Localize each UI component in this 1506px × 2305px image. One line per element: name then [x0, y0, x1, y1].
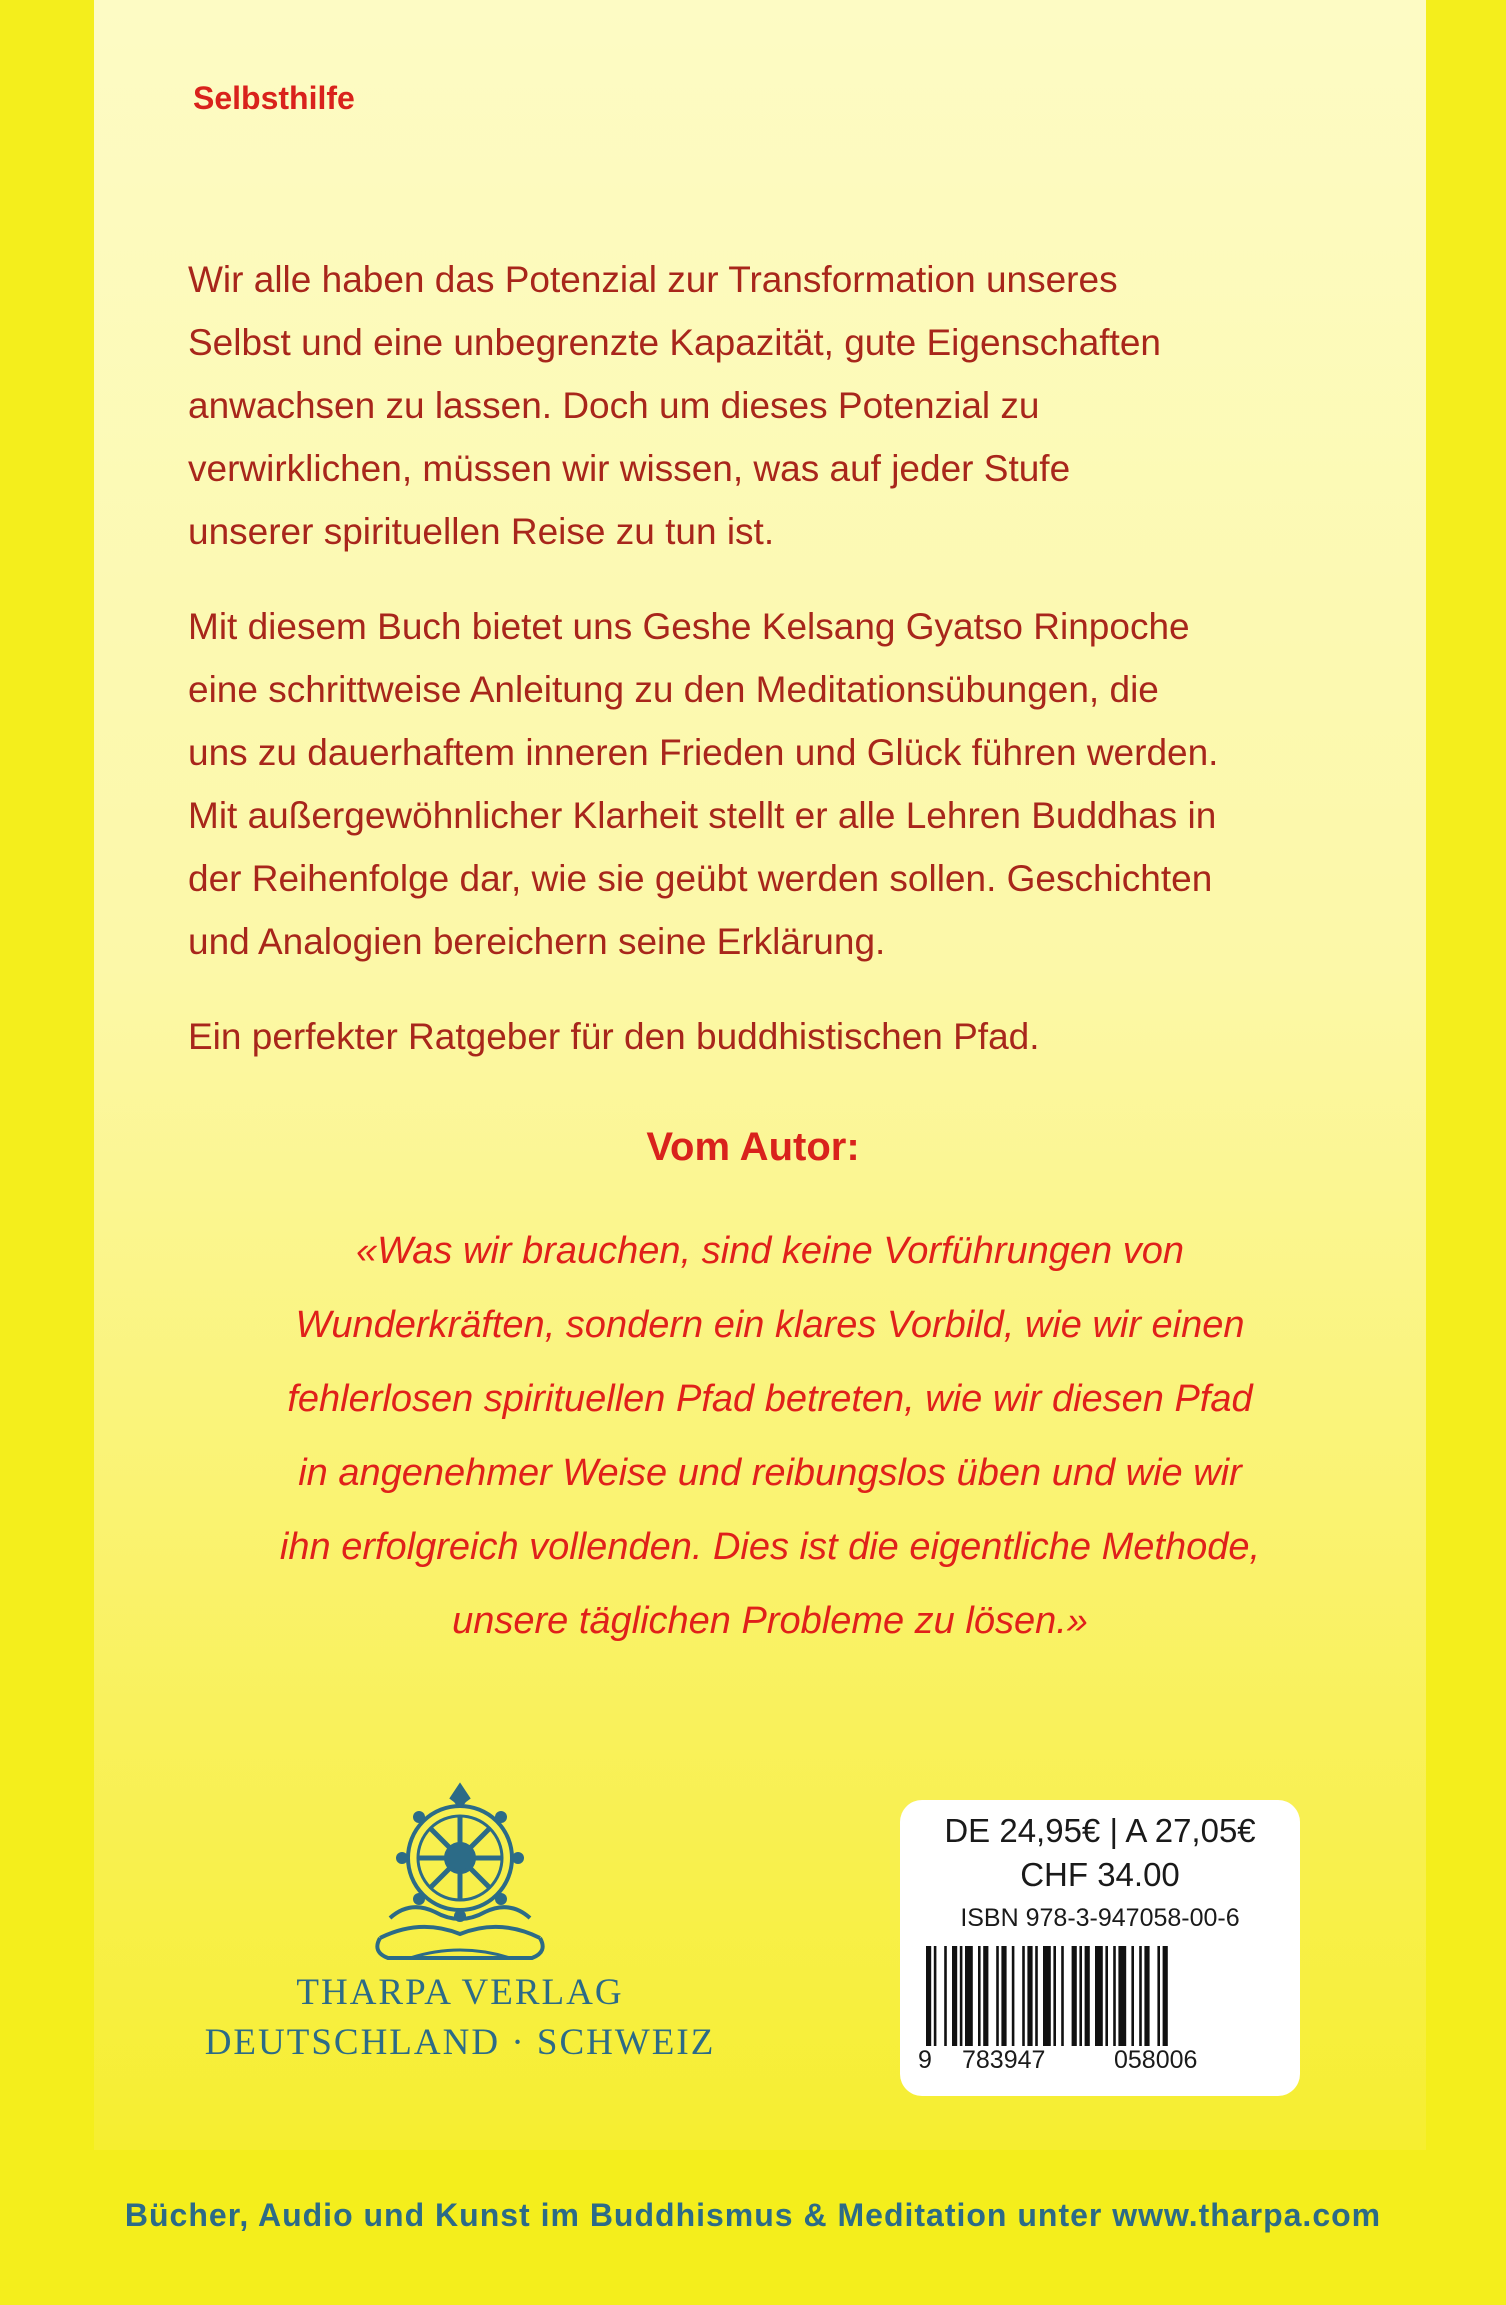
blurb-paragraph: [188, 248, 1368, 563]
barcode-digit-group1: 783947: [962, 2046, 1046, 2074]
barcode-bar: [926, 1946, 931, 2046]
blurb-paragraph: [188, 595, 1368, 973]
price-chf: CHF 34.00: [1020, 1856, 1180, 1893]
publisher-logo: [195, 1778, 725, 2068]
barcode-bar: [965, 1946, 973, 2046]
barcode-digit-group2: 058006: [1114, 2046, 1198, 2074]
barcode-bar: [978, 1946, 981, 2046]
author-heading: Vom Autor:: [646, 1125, 860, 1169]
barcode-bar: [1001, 1946, 1006, 2046]
quote-line: «Was wir brauchen, sind keine Vorführungen von: [355, 1230, 1185, 1272]
barcode-bar: [1163, 1946, 1168, 2046]
category-label: Selbsthilfe: [193, 80, 355, 116]
barcode-bar: [1027, 1946, 1032, 2046]
publisher-name: THARPA VERLAG: [296, 1972, 624, 2013]
blurb-text: [188, 248, 1368, 1100]
footer-text: Bücher, Audio und Kunst im Buddhismus & Meditation unter www.tharpa.com: [124, 2197, 1382, 2233]
barcode-bar: [1118, 1946, 1126, 2046]
barcode-bar: [1053, 1946, 1056, 2046]
blurb-line: Ein perfekter Ratgeber für den buddhistischen Pfad.: [188, 1016, 1040, 1057]
barcode-bar: [1157, 1946, 1160, 2046]
barcode-bar: [1061, 1946, 1064, 2046]
barcode-bar: [1085, 1946, 1090, 2046]
blurb-line: verwirklichen, müssen wir wissen, was auf jeder Stufe: [188, 448, 1071, 489]
blurb-line: Mit außergewöhnlicher Klarheit stellt er alle Lehren Buddhas in: [188, 795, 1217, 836]
barcode-bar: [1043, 1946, 1051, 2046]
blurb-line: und Analogien bereichern seine Erklärung.: [188, 921, 886, 962]
barcode-digit-prefix: 9: [918, 2046, 932, 2074]
barcode-bar: [1012, 1946, 1015, 2046]
blurb-paragraph: [188, 1005, 1368, 1068]
barcode-bar: [1105, 1946, 1108, 2046]
quote-line: fehlerlosen spirituellen Pfad betreten, wie wir diesen Pfad: [287, 1378, 1253, 1420]
blurb-line: uns zu dauerhaftem inneren Frieden und Glück führen werden.: [188, 732, 1219, 773]
barcode-bar: [1095, 1946, 1103, 2046]
blurb-line: Mit diesem Buch bietet uns Geshe Kelsang Gyatso Rinpoche: [188, 606, 1190, 647]
quote-line: Wunderkräften, sondern ein klares Vorbild, wie wir einen: [295, 1304, 1245, 1346]
blurb-line: unserer spirituellen Reise zu tun ist.: [188, 511, 775, 552]
blurb-line: der Reihenfolge dar, wie sie geübt werden sollen. Geschichten: [188, 858, 1213, 899]
publisher-region: DEUTSCHLAND · SCHWEIZ: [204, 2022, 716, 2063]
barcode-bar: [1072, 1946, 1077, 2046]
author-quote: [200, 1214, 1340, 1658]
barcode-bar: [960, 1946, 963, 2046]
quote-line: ihn erfolgreich vollenden. Dies ist die eigentliche Methode,: [279, 1526, 1261, 1568]
barcode-bar: [1113, 1946, 1116, 2046]
barcode-bar: [1139, 1946, 1142, 2046]
barcode-bar: [996, 1946, 999, 2046]
blurb-line: Selbst und eine unbegrenzte Kapazität, gute Eigenschaften: [188, 322, 1161, 363]
blurb-line: eine schrittweise Anleitung zu den Meditationsübungen, die: [188, 669, 1159, 710]
barcode-bar: [1022, 1946, 1025, 2046]
barcode-bar: [952, 1946, 957, 2046]
barcode-bar: [1035, 1946, 1038, 2046]
barcode-bar: [1079, 1946, 1082, 2046]
quote-line: in angenehmer Weise und reibungslos üben und wie wir: [298, 1452, 1242, 1494]
blurb-line: anwachsen zu lassen. Doch um dieses Potenzial zu: [188, 385, 1040, 426]
quote-line: unsere täglichen Probleme zu lösen.»: [452, 1600, 1088, 1642]
blurb-line: Wir alle haben das Potenzial zur Transformation unseres: [188, 259, 1118, 300]
barcode-bar: [1144, 1946, 1149, 2046]
isbn-label: ISBN 978-3-947058-00-6: [960, 1904, 1240, 1932]
price-box: [900, 1800, 1300, 2096]
barcode-bar: [944, 1946, 947, 2046]
barcode-bar: [983, 1946, 988, 2046]
barcode: [926, 1946, 1246, 2046]
dharma-wheel-icon: [350, 1778, 570, 1968]
price-eur: DE 24,95€ | A 27,05€: [944, 1812, 1256, 1849]
barcode-bar: [1131, 1946, 1134, 2046]
barcode-bar: [934, 1946, 937, 2046]
